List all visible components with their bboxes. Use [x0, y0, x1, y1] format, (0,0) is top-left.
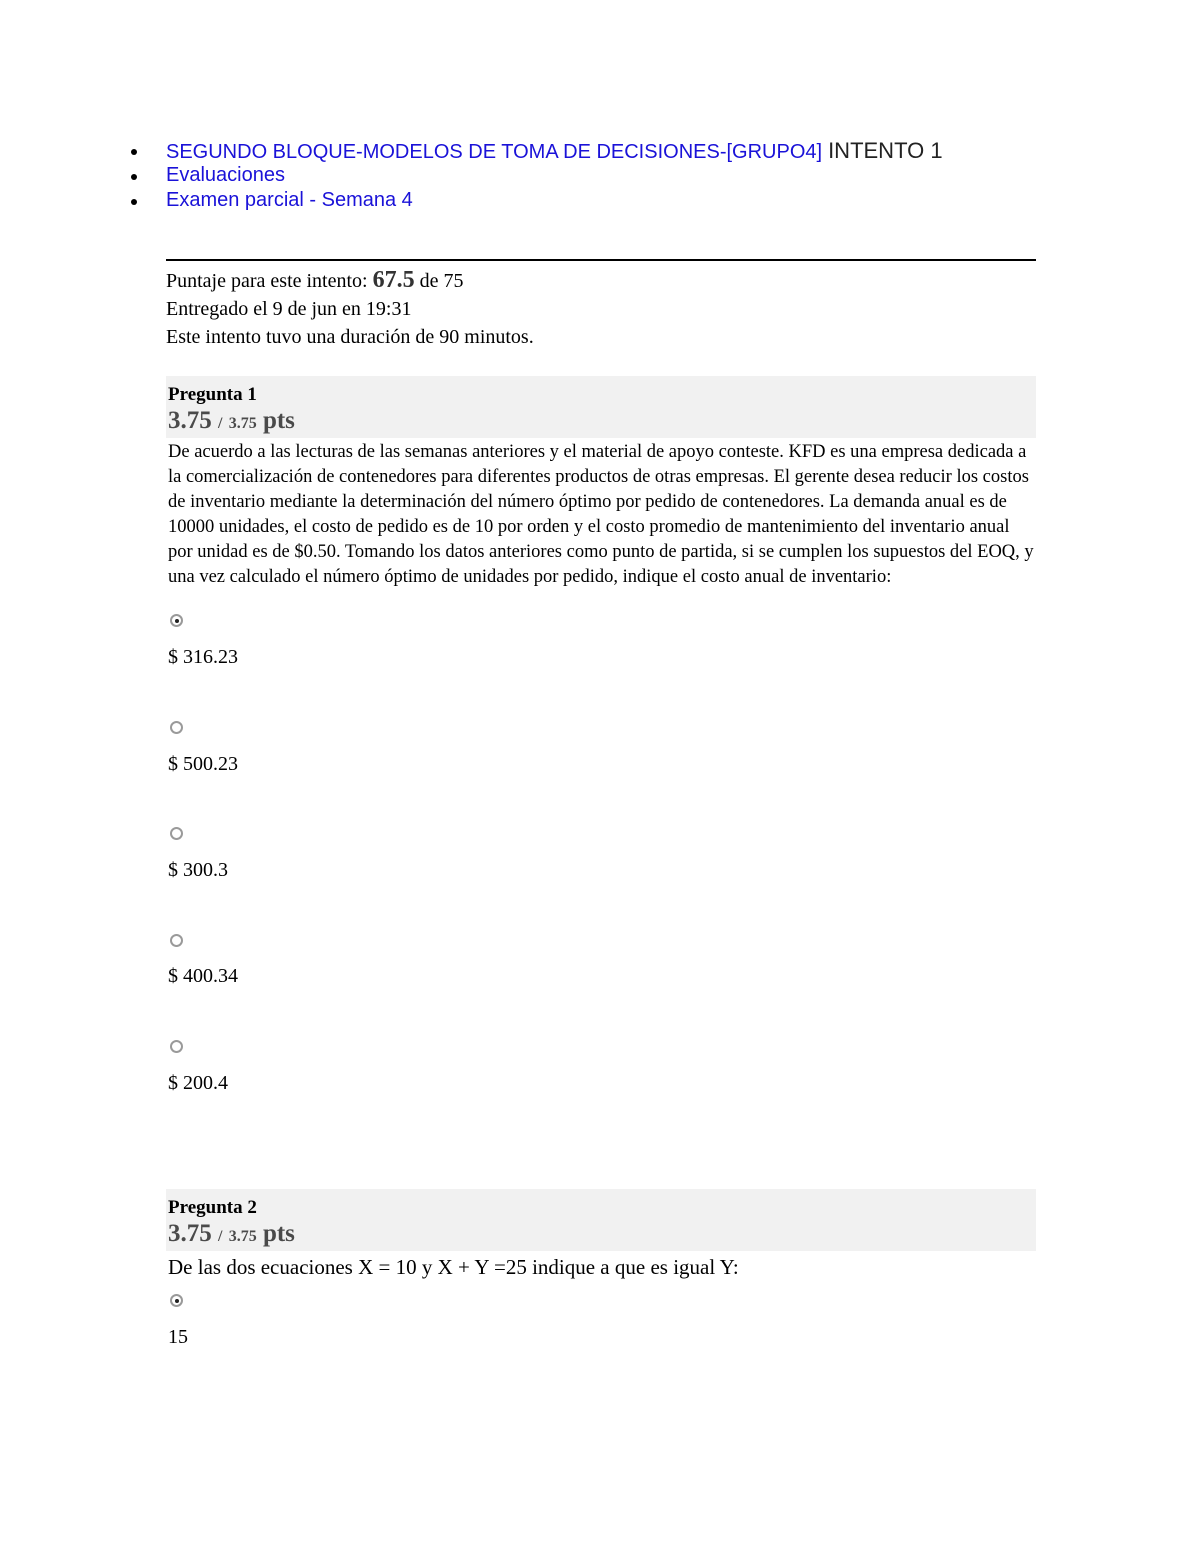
- question-1: [166, 376, 1036, 1094]
- score-prefix: Puntaje para este intento:: [166, 270, 368, 292]
- answer-label: $ 400.34: [168, 965, 238, 987]
- question-title: Pregunta 1: [168, 384, 257, 405]
- points-earned: 3.75: [168, 407, 212, 434]
- answer-label: $ 316.23: [168, 646, 238, 668]
- question-text: De acuerdo a las lecturas de las semanas anteriores y el material de apoyo conteste. KFD es una empresa dedicada a la comercialización de contenedores para diferentes productos de otras empresas. El gerente desea reducir los costos de inventario mediante la determinación del número óptimo por pedido de contenedores. La demanda anual es de 10000 unidades, el costo de pedido es de 10 por orden y el costo promedio de mantenimiento del inventario anual por unidad es de $0.50. Tomando los datos anteriores como punto de partida, si se cumplen los supuestos del EOQ, y una vez calculado el número óptimo de unidades por pedido, indique el costo anual de inventario:: [168, 442, 1034, 587]
- attempt-label: INTENTO 1: [828, 138, 943, 163]
- score-value: 67.5: [372, 267, 415, 293]
- bullet-icon: [131, 174, 137, 180]
- breadcrumb-item-course: [122, 138, 943, 163]
- breadcrumb-item-evaluaciones: [122, 163, 943, 188]
- answer-label: $ 300.3: [168, 859, 228, 881]
- question-header: [166, 376, 1036, 438]
- points-unit: pts: [262, 1220, 295, 1247]
- radio-button[interactable]: [170, 614, 183, 627]
- attempt-summary: [166, 266, 534, 351]
- radio-button[interactable]: [170, 827, 183, 840]
- question-points: [168, 1219, 1036, 1252]
- answer-label: 15: [168, 1326, 188, 1348]
- answer-label: $ 500.23: [168, 753, 238, 775]
- score-suffix: de 75: [419, 270, 464, 292]
- attempt-duration: Este intento tuvo una duración de 90 minutos.: [166, 326, 534, 348]
- question-header: [166, 1189, 1036, 1251]
- breadcrumb-link-exam[interactable]: Examen parcial - Semana 4: [166, 189, 413, 211]
- answer-label: $ 200.4: [168, 1072, 228, 1094]
- radio-button[interactable]: [170, 1294, 183, 1307]
- points-unit: pts: [262, 407, 295, 434]
- bullet-icon: [131, 199, 137, 205]
- question-title: Pregunta 2: [168, 1197, 257, 1218]
- breadcrumb-link-evaluaciones[interactable]: Evaluaciones: [166, 164, 285, 186]
- submitted-date: Entregado el 9 de jun en 19:31: [166, 298, 412, 320]
- question-points: [168, 406, 1036, 439]
- points-total: 3.75: [228, 415, 257, 432]
- breadcrumb: [122, 138, 943, 213]
- radio-button[interactable]: [170, 934, 183, 947]
- breadcrumb-item-exam: [122, 188, 943, 213]
- points-separator: /: [218, 1228, 223, 1245]
- question-text: De las dos ecuaciones X = 10 y X + Y =25 indique a que es igual Y:: [168, 1255, 739, 1279]
- question-2: [166, 1189, 1036, 1348]
- score-line: [166, 266, 534, 295]
- radio-button[interactable]: [170, 721, 183, 734]
- breadcrumb-link-course[interactable]: SEGUNDO BLOQUE-MODELOS DE TOMA DE DECISIONES-[GRUPO4]: [166, 141, 823, 163]
- points-earned: 3.75: [168, 1220, 212, 1247]
- bullet-icon: [131, 149, 137, 155]
- points-separator: /: [218, 415, 223, 432]
- radio-button[interactable]: [170, 1040, 183, 1053]
- divider: [166, 259, 1036, 261]
- points-total: 3.75: [228, 1228, 257, 1245]
